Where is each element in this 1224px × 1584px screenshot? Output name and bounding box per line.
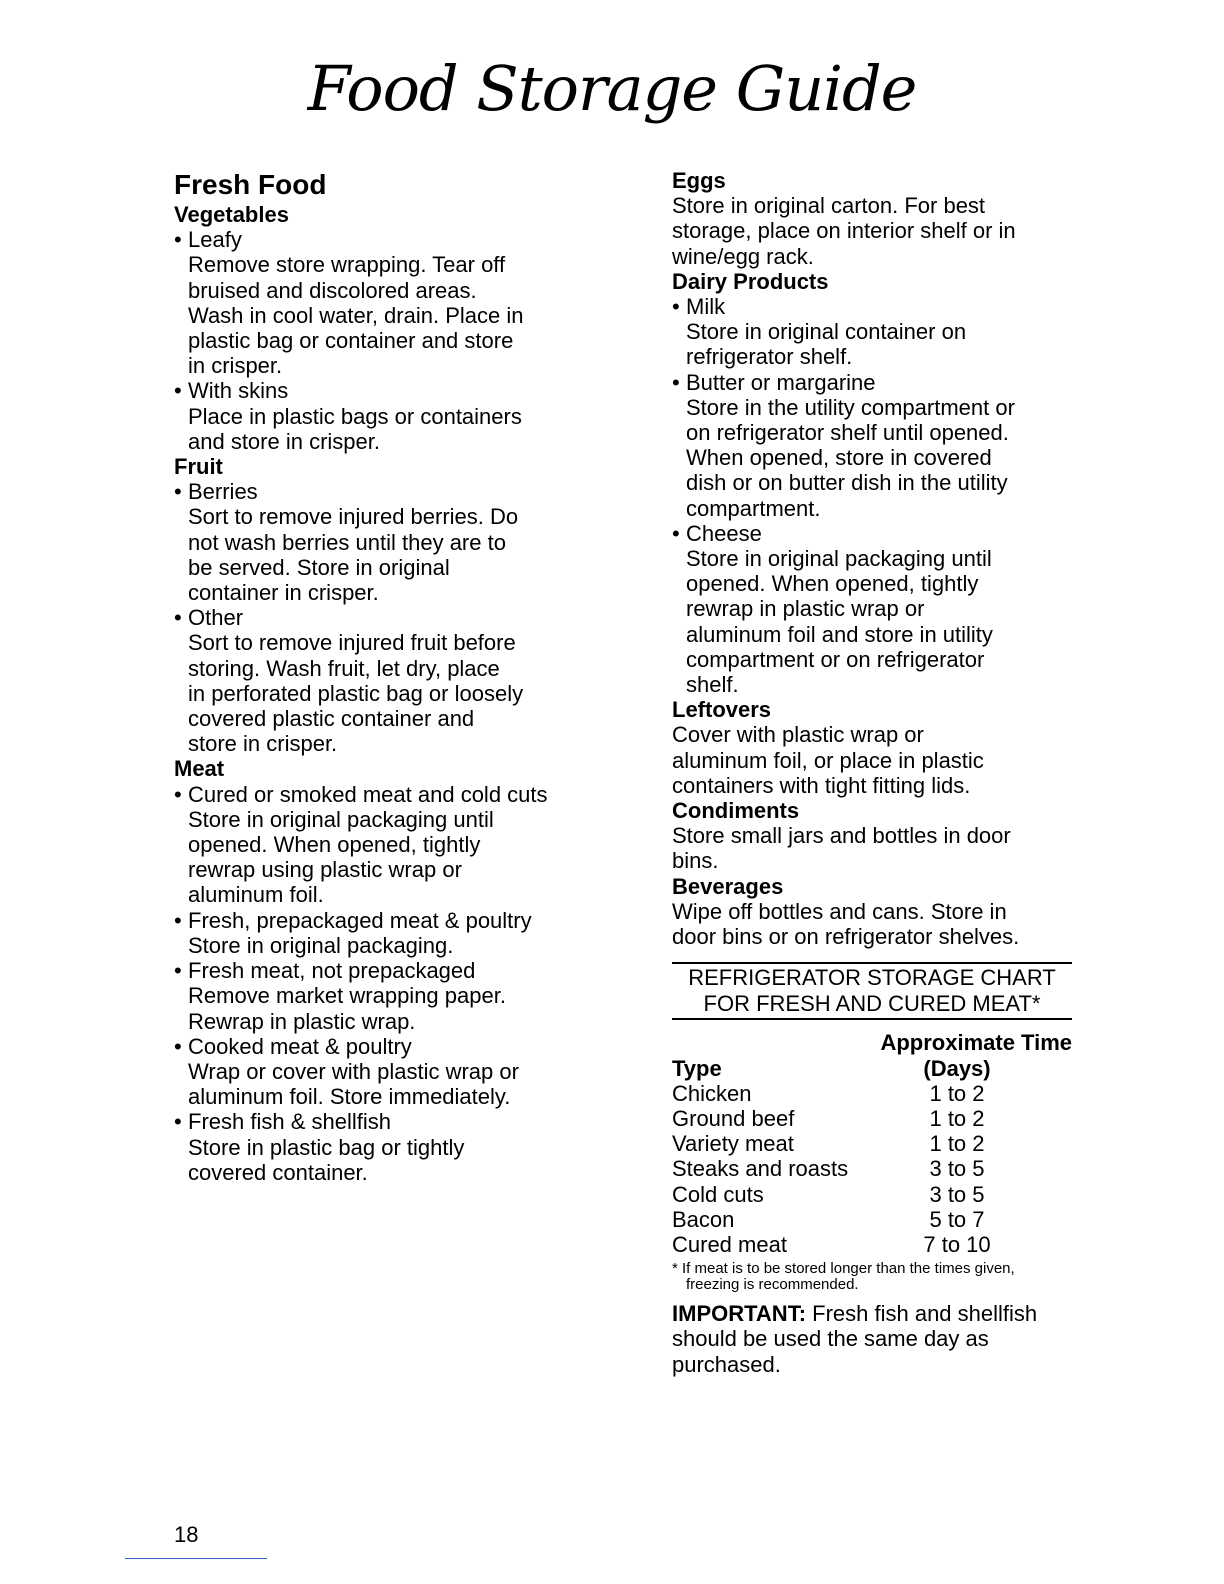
list-item-text: Remove store wrapping. Tear off bbox=[188, 252, 506, 278]
list-item-text: container in crisper. bbox=[188, 580, 379, 606]
list-item-label: • Other bbox=[174, 605, 574, 630]
table-row bbox=[672, 1182, 1072, 1207]
list-item-text: compartment or on refrigerator bbox=[686, 646, 985, 672]
eggs-text bbox=[672, 193, 1072, 269]
meat-type-cell: Ground beef bbox=[672, 1105, 795, 1131]
list-item-text: not wash berries until they are to bbox=[188, 529, 506, 555]
subheading-dairy-products: Dairy Products bbox=[672, 268, 829, 294]
list-item-text: Store in original container on bbox=[686, 319, 967, 345]
condiments-text bbox=[672, 823, 1072, 873]
beverages-text bbox=[672, 899, 1072, 949]
text-line: door bins or on refrigerator shelves. bbox=[672, 924, 1020, 950]
list-item-text: Wash in cool water, drain. Place in bbox=[188, 302, 524, 328]
list-item-text: rewrap using plastic wrap or bbox=[188, 857, 462, 883]
subheading-vegetables: Vegetables bbox=[174, 202, 289, 227]
list-item-text: and store in crisper. bbox=[188, 428, 380, 454]
leftovers-text bbox=[672, 722, 1072, 798]
list-item-label: • Fresh fish & shellfish bbox=[174, 1109, 574, 1134]
chart-header-type: Type bbox=[672, 1055, 722, 1081]
vegetables-list bbox=[174, 227, 574, 454]
list-item-text: Store in plastic bag or tightly bbox=[188, 1134, 465, 1160]
subheading-beverages: Beverages bbox=[672, 873, 784, 899]
list-item-label: • Cooked meat & poultry bbox=[174, 1034, 574, 1059]
list-item-label: • Fresh meat, not prepackaged bbox=[174, 958, 574, 983]
list-item-text: Store in original packaging until bbox=[686, 546, 992, 572]
subheading-meat: Meat bbox=[174, 756, 225, 782]
subheading-leftovers: Leftovers bbox=[672, 697, 772, 723]
list-item-label: • Butter or margarine bbox=[672, 370, 1072, 395]
list-item-text: bruised and discolored areas. bbox=[188, 277, 477, 303]
meat-type-cell: Cured meat bbox=[672, 1231, 787, 1257]
text-line: bins. bbox=[672, 848, 719, 874]
subheading-fruit: Fruit bbox=[174, 454, 223, 480]
list-item-text: aluminum foil. bbox=[188, 882, 324, 908]
page-title: Food Storage Guide bbox=[307, 52, 917, 125]
chart-title bbox=[672, 962, 1072, 1020]
meat-type-cell: Steaks and roasts bbox=[672, 1156, 849, 1182]
storage-days-cell: 5 to 7 bbox=[929, 1206, 985, 1232]
table-row bbox=[672, 1081, 1072, 1106]
list-item-text: Place in plastic bags or containers bbox=[188, 403, 522, 429]
list-item-text: storing. Wash fruit, let dry, place bbox=[188, 655, 500, 681]
list-item-text: opened. When opened, tightly bbox=[686, 571, 979, 597]
important-text: Fresh fish and shellfish should be used the same day as purchased. bbox=[672, 1301, 1038, 1377]
important-label: IMPORTANT: bbox=[672, 1301, 807, 1327]
meat-type-cell: Bacon bbox=[672, 1206, 735, 1232]
section-heading-fresh-food: Fresh Food bbox=[174, 169, 327, 200]
list-item-text: on refrigerator shelf until opened. bbox=[686, 420, 1009, 446]
text-line: containers with tight fitting lids. bbox=[672, 772, 971, 798]
list-item-text: Sort to remove injured fruit before bbox=[188, 630, 516, 656]
text-line: Wipe off bottles and cans. Store in bbox=[672, 898, 1007, 924]
list-item-text: be served. Store in original bbox=[188, 554, 450, 580]
list-item-label: • With skins bbox=[174, 378, 574, 403]
page-number: 18 bbox=[174, 1522, 199, 1547]
text-line: wine/egg rack. bbox=[672, 243, 814, 269]
table-row bbox=[672, 1131, 1072, 1156]
scan-edge-line bbox=[125, 1558, 267, 1559]
right-column bbox=[672, 168, 1072, 1377]
list-item-label: • Fresh, prepackaged meat & poultry bbox=[174, 908, 574, 933]
list-item-text: Rewrap in plastic wrap. bbox=[188, 1008, 416, 1034]
list-item-label: • Cured or smoked meat and cold cuts bbox=[174, 782, 574, 807]
list-item-text: Store in the utility compartment or bbox=[686, 394, 1015, 420]
important-note bbox=[672, 1301, 1072, 1377]
list-item-text: dish or on butter dish in the utility bbox=[686, 470, 1008, 496]
storage-days-cell: 1 to 2 bbox=[929, 1131, 985, 1157]
list-item-label: • Milk bbox=[672, 294, 1072, 319]
meat-type-cell: Cold cuts bbox=[672, 1181, 764, 1207]
meat-type-cell: Chicken bbox=[672, 1080, 752, 1106]
list-item-label: • Cheese bbox=[672, 521, 1072, 546]
text-line: Store in original carton. For best bbox=[672, 193, 986, 219]
list-item-text: store in crisper. bbox=[188, 731, 338, 757]
list-item-text: aluminum foil. Store immediately. bbox=[188, 1084, 511, 1110]
storage-days-cell: 7 to 10 bbox=[923, 1231, 991, 1257]
storage-days-cell: 1 to 2 bbox=[929, 1080, 985, 1106]
meat-type-cell: Variety meat bbox=[672, 1131, 794, 1157]
text-line: Cover with plastic wrap or bbox=[672, 722, 924, 748]
table-row bbox=[672, 1207, 1072, 1232]
list-item-text: covered container. bbox=[188, 1159, 368, 1185]
list-item-text: compartment. bbox=[686, 495, 821, 521]
list-item-text: opened. When opened, tightly bbox=[188, 832, 481, 858]
fruit-list bbox=[174, 479, 574, 756]
list-item-text: shelf. bbox=[686, 672, 739, 698]
chart-title-line-1: REFRIGERATOR STORAGE CHART bbox=[688, 965, 1056, 991]
table-row bbox=[672, 1232, 1072, 1257]
storage-chart bbox=[672, 962, 1072, 1293]
storage-days-cell: 3 to 5 bbox=[929, 1181, 985, 1207]
dairy-list bbox=[672, 294, 1072, 697]
meat-list bbox=[174, 782, 574, 1185]
list-item-label: • Berries bbox=[174, 479, 574, 504]
storage-days-cell: 3 to 5 bbox=[929, 1156, 985, 1182]
chart-header-row bbox=[672, 1056, 1072, 1081]
subheading-eggs: Eggs bbox=[672, 168, 726, 193]
list-item-text: refrigerator shelf. bbox=[686, 344, 853, 370]
list-item-text: rewrap in plastic wrap or bbox=[686, 596, 925, 622]
list-item-text: plastic bag or container and store bbox=[188, 328, 514, 354]
text-line: storage, place on interior shelf or in bbox=[672, 218, 1016, 244]
left-column bbox=[174, 168, 574, 1185]
chart-header-approx: Approximate Time bbox=[880, 1030, 1072, 1056]
table-row bbox=[672, 1156, 1072, 1181]
list-item-text: Store in original packaging until bbox=[188, 806, 494, 832]
subheading-condiments: Condiments bbox=[672, 798, 800, 824]
table-row bbox=[672, 1106, 1072, 1131]
storage-days-cell: 1 to 2 bbox=[929, 1105, 985, 1131]
chart-title-line-2: FOR FRESH AND CURED MEAT* bbox=[703, 991, 1041, 1017]
text-line: aluminum foil, or place in plastic bbox=[672, 747, 984, 773]
list-item-text: Store in original packaging. bbox=[188, 932, 454, 958]
list-item-text: in crisper. bbox=[188, 353, 283, 379]
list-item-text: covered plastic container and bbox=[188, 706, 475, 732]
list-item-text: Sort to remove injured berries. Do bbox=[188, 504, 519, 530]
chart-footnote: * If meat is to be stored longer than the times given, freezing is recommended. bbox=[672, 1260, 1015, 1294]
text-line: Store small jars and bottles in door bbox=[672, 823, 1011, 849]
list-item-text: When opened, store in covered bbox=[686, 445, 992, 471]
list-item-label: • Leafy bbox=[174, 227, 574, 252]
list-item-text: Remove market wrapping paper. bbox=[188, 983, 506, 1009]
chart-header-days: (Days) bbox=[923, 1055, 991, 1081]
list-item-text: aluminum foil and store in utility bbox=[686, 621, 993, 647]
chart-rows bbox=[672, 1081, 1072, 1257]
list-item-text: in perforated plastic bag or loosely bbox=[188, 680, 524, 706]
list-item-text: Wrap or cover with plastic wrap or bbox=[188, 1058, 519, 1084]
